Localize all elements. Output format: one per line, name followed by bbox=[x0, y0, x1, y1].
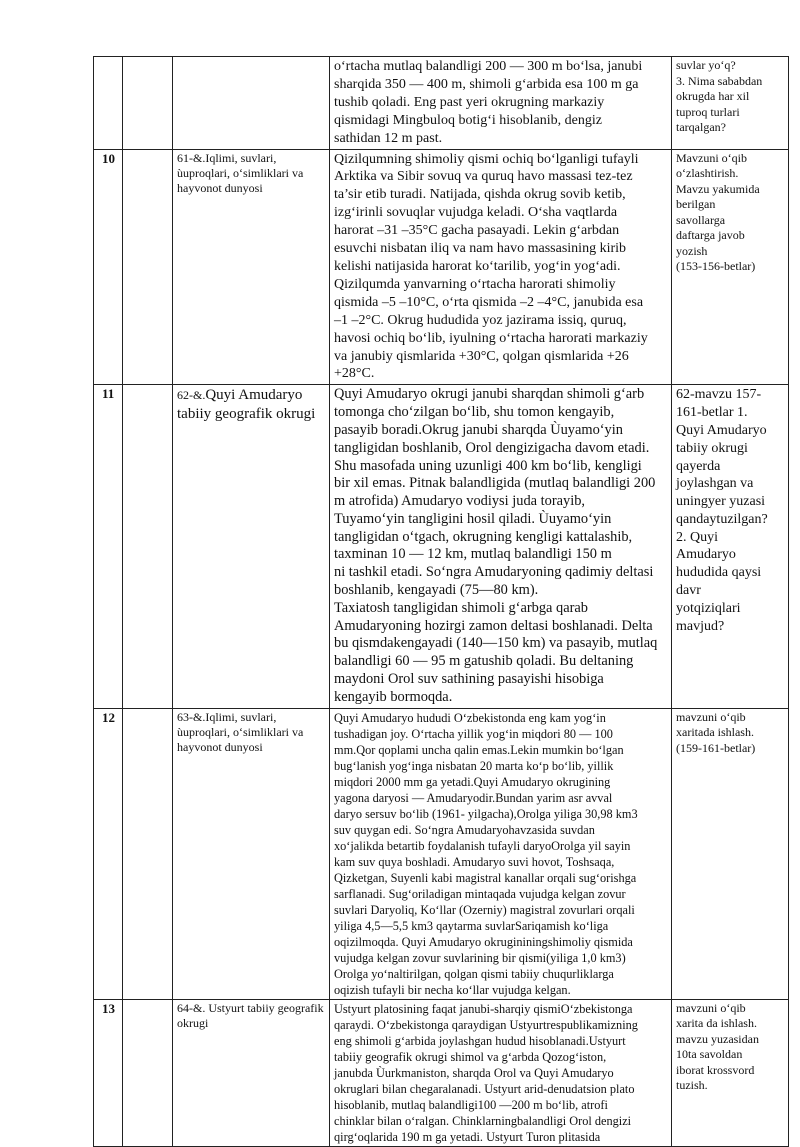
task-cell: mavzuni o‘qib xarita da ishlash. mavzu yuzasidan 10ta savoldan iborat krossvord tuzish. bbox=[672, 999, 789, 1146]
content-cell: Quyi Amudaryo okrugi janubi sharqdan shimoli g‘arb tomonga cho‘zilgan bo‘lib, shu tomon kengayib, pasayib boradi.Okrug janubi sharqda Ùuyamo‘yin tangligidan boshlanib, Orol dengizigacha davom etadi. Shu masofada uning uzunligi 400 km bo‘lib, kengligi bir xil emas. Pitnak balandligida (mutlaq balandligi 200 m atrofida) Amudaryo vodiysi juda torayib, Tuyamo‘yin tangligini hosil qiladi. Ùuyamo‘yin tangligidan o‘tgach, okrugning kengligi kattalashib, taxminan 10 — 12 km, mutlaq balandligi 150 m ni tashkil etadi. So‘ngra Amudaryoning qadimiy deltasi boshlanib, kengayadi (75—80 km). Taxiatosh tangligidan shimoli g‘arbga qarab Amudaryoning hozirgi zamon deltasi boshlanadi. Delta bu qismdakengayadi (140—150 km) va pasayib, mutlaq balandligi 60 — 95 m gatushib qoladi. Bu deltaning maydoni Orol suv sathining pasayishi hisobiga kengayib bormoqda. bbox=[330, 385, 672, 708]
row-number: 13 bbox=[94, 999, 123, 1146]
topic-prefix: 62-&. bbox=[177, 388, 206, 403]
topic-cell bbox=[173, 57, 330, 150]
content-cell: Quyi Amudaryo hududi O‘zbekistonda eng kam yog‘in tushadigan joy. O‘rtacha yillik yog‘in miqdori 80 — 100 mm.Qor qoplami uncha qalin emas.Lekin mumkin bo‘lgan bug‘lanish yog‘inga nisbatan 20 marta ko‘p bo‘lib, yillik miqdori 2000 mm ga yetadi.Quyi Amudaryo okrugining yagona daryosi — Amudaryodir.Bundan yarim asr avval daryo sersuv bo‘lib (1961- yilgacha),Orolga yiliga 30,98 km3 suv quygan edi. So‘ngra Amudaryohavzasida suvdan xo‘jalikda betartib foydalanish tufayli daryoOrolga yil sayin kam suv quya boshladi. Amudaryo suvi hovot, Toshsaqa, Qizketgan, Suyenli kabi magistral kanallar orqali sug‘orishga sarflanadi. Sug‘oriladigan mintaqada vujudga kelgan zovur suvlari Daryoliq, Ko‘llar (Ozerniy) magistral zovurlari orqali yiliga 4,5—5,5 km3 qaytarma suvlarSariqamish ko‘liga oqizilmoqda. Quyi Amudaryo okrugininingshimoliy qismida vujudga kelgan zovur suvlarining bir qismi(yiliga 1,0 km3) Orolga yo‘naltirilgan, qolgan qismi tabiiy chuqurliklarga oqizish tufayli bir necha ko‘llar vujudga kelgan. bbox=[330, 708, 672, 999]
empty-cell bbox=[123, 149, 173, 385]
row-number: 10 bbox=[94, 149, 123, 385]
row-number: 12 bbox=[94, 708, 123, 999]
table-row bbox=[94, 999, 789, 1146]
row-number: 11 bbox=[94, 385, 123, 708]
task-cell: 62-mavzu 157- 161-betlar 1. Quyi Amudaryo tabiiy okrugi qayerda joylashgan va uningyer yuzasi qandaytuzilgan? 2. Quyi Amudaryo hududida qaysi davr yotqiziqlari mavjud? bbox=[672, 385, 789, 708]
empty-cell bbox=[123, 57, 173, 150]
task-cell: Mavzuni o‘qib o‘zlashtirish. Mavzu yakumida berilgan savollarga daftarga javob yozish (153-156-betlar) bbox=[672, 149, 789, 385]
row-number bbox=[94, 57, 123, 150]
empty-cell bbox=[123, 999, 173, 1146]
topic-title: Quyi Amudaryo tabiiy geografik okrugi bbox=[177, 387, 316, 423]
topic-cell: 63-&.Iqlimi, suvlari, ùuproqlari, o‘simliklari va hayvonot dunyosi bbox=[173, 708, 330, 999]
empty-cell bbox=[123, 708, 173, 999]
content-cell: Ustyurt platosining faqat janubi-sharqiy qismiO‘zbekistonga qaraydi. O‘zbekistonga qaraydigan Ustyurtrespublikamizning eng shimoli g‘arbida joylashgan hudud hisoblanadi.Ustyurt tabiiy geografik okrugi shimol va g‘arbda Qozog‘iston, janubda Ùurkmaniston, sharqda Orol va Quyi Amudaryo okruglari bilan chegaralanadi. Ustyurt arid-denudatsion plato hisoblanib, mutlaq balandligi100 —200 m bo‘lib, atrofi chinklar bilan o‘ralgan. Chinklarningbalandligi Orol dengizi qirg‘oqlarida 190 m ga yetadi. Ustyurt Turon plitasida bbox=[330, 999, 672, 1146]
topic-cell: 64-&. Ustyurt tabiiy geografik okrugi bbox=[173, 999, 330, 1146]
table-row bbox=[94, 149, 789, 385]
topic-cell bbox=[173, 385, 330, 708]
task-cell: mavzuni o‘qib xaritada ishlash. (159-161-betlar) bbox=[672, 708, 789, 999]
content-cell: o‘rtacha mutlaq balandligi 200 — 300 m bo‘lsa, janubi sharqida 350 — 400 m, shimoli g‘arbida esa 100 m ga tushib qoladi. Eng past yeri okrugning markaziy qismidagi Mingbuloq botig‘i hisoblanib, dengiz sathidan 12 m past. bbox=[330, 57, 672, 150]
table-row bbox=[94, 708, 789, 999]
empty-cell bbox=[123, 385, 173, 708]
task-cell: suvlar yo‘q? 3. Nima sababdan okrugda har xil tuproq turlari tarqalgan? bbox=[672, 57, 789, 150]
lesson-plan-table bbox=[93, 56, 789, 1147]
table-row bbox=[94, 385, 789, 708]
topic-cell: 61-&.Iqlimi, suvlari, ùuproqlari, o‘simliklari va hayvonot dunyosi bbox=[173, 149, 330, 385]
table-row bbox=[94, 57, 789, 150]
content-cell: Qizilqumning shimoliy qismi ochiq bo‘lganligi tufayli Arktika va Sibir sovuq va quruq havo massasi tez-tez ta’sir etib turadi. Natijada, qishda okrug sovib ketib, izg‘irinli sovuqlar vujudga keladi. O‘sha vaqtlarda harorat –31 –35°C gacha pasayadi. Lekin g‘arbdan esuvchi nisbatan iliq va nam havo massasining kirib kelishi natijasida harorat ko‘tarilib, yog‘in yog‘adi. Qizilqumda yanvarning o‘rtacha harorati shimoliy qismida –5 –10°C, o‘rta qismida –2 –4°C, janubida esa –1 –2°C. Okrug hududida yoz jazirama issiq, quruq, havosi ochiq bo‘lib, iyulning o‘rtacha harorati markaziy va janubiy qismlarida +30°C, qolgan qismlarida +26 +28°C. bbox=[330, 149, 672, 385]
